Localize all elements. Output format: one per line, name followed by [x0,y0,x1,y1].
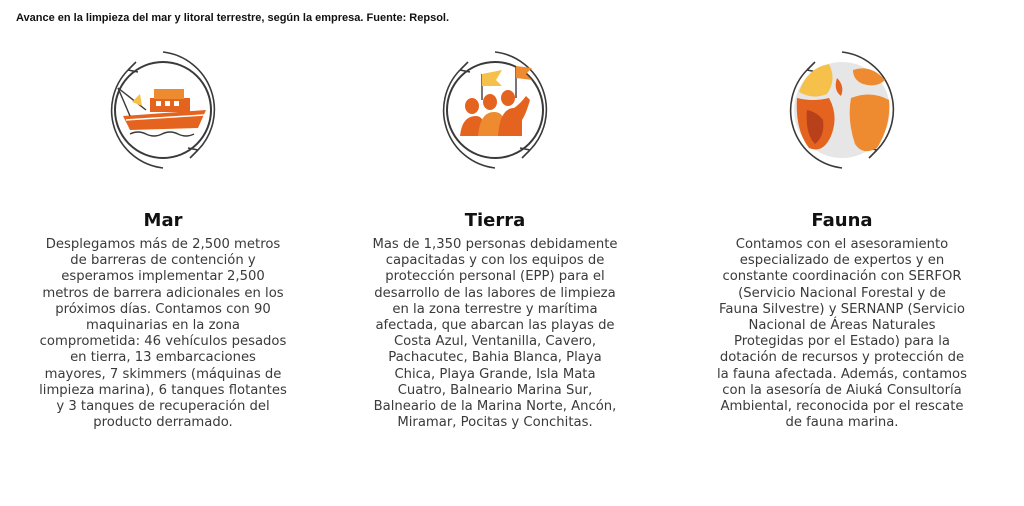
figure-caption: Avance en la limpieza del mar y litoral terrestre, según la empresa. Fuente: Repsol. [16,12,450,24]
column-tierra [370,40,620,431]
column-title: Mar [143,210,183,231]
column-text: Contamos con el asesoramiento especializado de expertos y en constante coordinación con SERFOR (Servicio Nacional Forestal y de Fauna Silvestre) y SERNANP (Servicio Nacional de Áreas Naturales Protegidas por el Estado) para la dotación de recursos y protección de la fauna afectada. Además, contamos con la asesoría de Aiuká Consultoría Ambiental, reconocida por el rescate de fauna marina. [717,237,967,431]
column-text: Desplegamos más de 2,500 metros de barreras de contención y esperamos implementar 2,500 metros de barrera adicionales en los próximos días. Contamos con 90 maquinarias en la zona comprometida: 46 vehículos pesados en tierra, 13 embarcaciones mayores, 7 skimmers (máquinas de limpieza marina), 6 tanques flotantes y 3 tanques de recuperación del producto derramado. [39,237,287,431]
column-text: Mas de 1,350 personas debidamente capacitadas y con los equipos de protección personal (EPP) para el desarrollo de las labores de limpieza en la zona terrestre y marítima afectada, que abarcan las playas de Costa Azul, Ventanilla, Cavero, Pachacutec, Bahia Blanca, Playa Chica, Playa Grande, Isla Mata Cuatro, Balneario Marina Sur, Balneario de la Marina Norte, Ancón, Miramar, Pocitas y Conchitas. [372,237,618,431]
column-mar [38,40,288,431]
column-title: Tierra [464,210,526,231]
globe-icon [767,40,917,180]
team-flag-icon [420,40,570,180]
column-fauna [717,40,967,431]
ship-icon [88,40,238,180]
column-title: Fauna [811,210,873,231]
